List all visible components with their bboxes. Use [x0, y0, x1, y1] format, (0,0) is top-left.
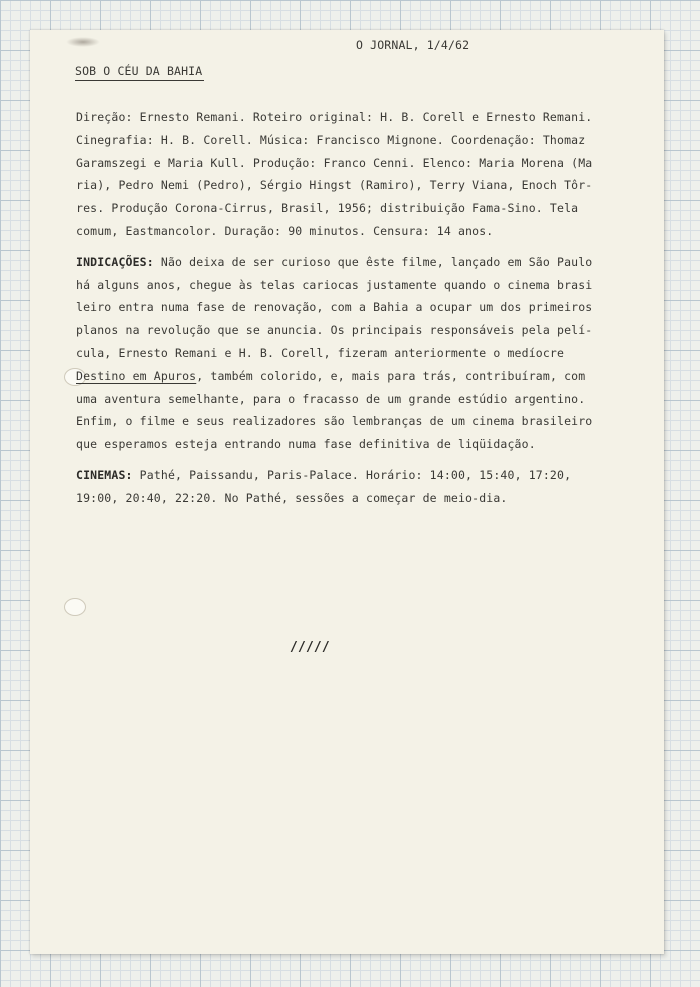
indicacoes-line: [76, 251, 592, 274]
credits-line: ria), Pedro Nemi (Pedro), Sérgio Hingst (Ramiro), Terry Viana, Enoch Tôr-: [76, 178, 593, 193]
indicacoes-line: uma aventura semelhante, para o fracasso de um grande estúdio argentino.: [76, 391, 586, 406]
ink-smudge: [66, 37, 100, 47]
review-title-text: SOB O CÉU DA BAHIA: [75, 64, 203, 78]
indicacoes-line: planos na revolução que se anuncia. Os principais responsáveis pela pelí-: [76, 323, 593, 338]
credits-line: comum, Eastmancolor. Duração: 90 minutos. Censura: 14 anos.: [76, 223, 494, 238]
indicacoes-label: INDICAÇÕES:: [76, 254, 154, 269]
credits-line: res. Produção Corona-Cirrus, Brasil, 1956; distribuição Fama-Sino. Tela: [76, 201, 579, 216]
punch-hole: [64, 598, 86, 616]
indicacoes-text: , também colorido, e, mais para trás, contribuíram, com: [196, 368, 586, 383]
review-title: [75, 64, 202, 78]
cinemas-label: CINEMAS:: [76, 467, 133, 482]
film-title-underlined: Destino em Apuros: [76, 368, 197, 383]
cinemas-line: 19:00, 20:40, 22:20. No Pathé, sessões a começar de meio-dia.: [76, 490, 508, 505]
credits-line: Cinegrafia: H. B. Corell. Música: Francisco Mignone. Coordenação: Thomaz: [76, 132, 586, 147]
title-underline: [75, 80, 204, 81]
credits-paragraph: [76, 106, 592, 243]
document-sheet: [30, 30, 664, 954]
indicacoes-line: [76, 365, 592, 388]
cinemas-line: [76, 464, 592, 487]
indicacoes-line: Enfim, o filme e seus realizadores são lembranças de um cinema brasileiro: [76, 414, 593, 429]
review-body: [76, 106, 592, 510]
newspaper-source-date: O JORNAL, 1/4/62: [356, 38, 470, 52]
indicacoes-line: cula, Ernesto Remani e H. B. Corell, fizeram anteriormente o medíocre: [76, 345, 565, 360]
credits-line: Direção: Ernesto Remani. Roteiro original: H. B. Corell e Ernesto Remani.: [76, 110, 593, 124]
indicacoes-line: leiro entra numa fase de renovação, com a Bahia a ocupar um dos primeiros: [76, 300, 593, 315]
indicacoes-text: Não deixa de ser curioso que êste filme, lançado em São Paulo: [153, 254, 593, 269]
end-mark: /////: [290, 640, 330, 655]
indicacoes-line: há alguns anos, chegue às telas cariocas justamente quando o cinema brasi: [76, 277, 593, 292]
indicacoes-paragraph: [76, 251, 592, 456]
indicacoes-line: que esperamos esteja entrando numa fase definitiva de liqüidação.: [76, 437, 536, 452]
credits-line: Garamszegi e Maria Kull. Produção: Franco Cenni. Elenco: Maria Morena (Ma: [76, 155, 593, 170]
cinemas-text: Pathé, Paissandu, Paris-Palace. Horário: 14:00, 15:40, 17:20,: [132, 467, 572, 482]
cinemas-paragraph: [76, 464, 592, 510]
